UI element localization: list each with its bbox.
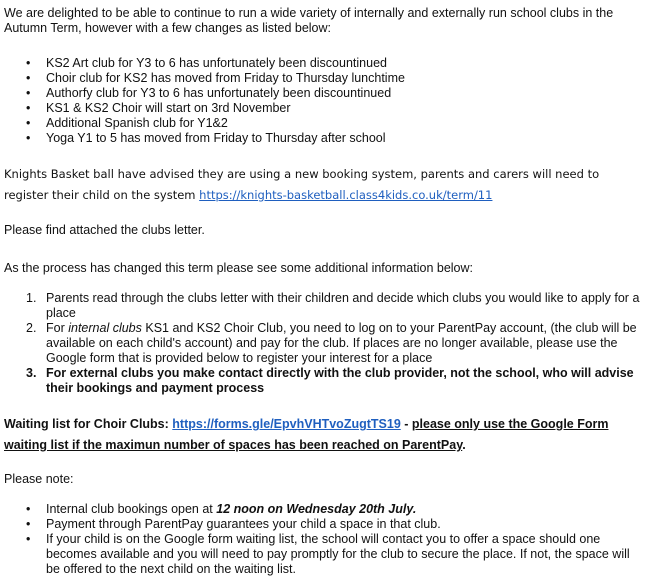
bullet-icon: • <box>26 56 31 70</box>
list-item: • Additional Spanish club for Y1&2 <box>26 116 228 130</box>
list-item: 2. For internal clubs KS1 and KS2 Choir Club, you need to log on to your ParentPay account, (the club will be available on each child's account) and pay for the club. If places are no longer available, please use the Google form that is provided below to register your interest for a place <box>26 321 637 365</box>
list-item: 3. For external clubs you make contact directly with the club provider, not the school, who will advise their bookings and payment process <box>26 366 634 395</box>
list-item: • Yoga Y1 to 5 has moved from Friday to Thursday after school <box>26 131 386 145</box>
waiting-list-paragraph: Waiting list for Choir Clubs: https://forms.gle/EpvhVHTvoZugtTS19 - please only use the Google Form waiting list if the maximun number of spaces has been reached on ParentPay. <box>4 417 609 452</box>
list-item: • KS1 & KS2 Choir will start on 3rd November <box>26 101 291 115</box>
steps-list <box>26 291 644 396</box>
list-item: • If your child is on the Google form waiting list, the school will contact you to offer a space should one becomes available and you will need to pay promptly for the club to secure the place. If not, the space will be offered to the next child on the waiting list. <box>26 532 630 576</box>
intro-paragraph: We are delighted to be able to continue to run a wide variety of internally and externally run school clubs in the Autumn Term, however with a few changes as listed below: <box>4 6 614 35</box>
bullet-icon: • <box>26 532 31 546</box>
changes-list <box>26 56 642 146</box>
step-number: 3. <box>26 366 37 380</box>
notes-list <box>26 502 642 577</box>
list-item: • KS2 Art club for Y3 to 6 has unfortunately been discountinued <box>26 56 387 70</box>
bullet-icon: • <box>26 86 31 100</box>
step-number: 2. <box>26 321 37 335</box>
bullet-icon: • <box>26 71 31 85</box>
list-item: • Payment through ParentPay guarantees your child a space in that club. <box>26 517 441 531</box>
step-number: 1. <box>26 291 37 305</box>
choir-waiting-list-link[interactable]: https://forms.gle/EpvhVHTvoZugtTS19 <box>172 417 401 431</box>
list-item: • Internal club bookings open at 12 noon on Wednesday 20th July. <box>26 502 417 516</box>
list-item: 1. Parents read through the clubs letter with their children and decide which clubs you would like to apply for a place <box>26 291 640 320</box>
bullet-icon: • <box>26 101 31 115</box>
bullet-icon: • <box>26 116 31 130</box>
process-paragraph: As the process has changed this term please see some additional information below: <box>4 261 474 275</box>
bullet-icon: • <box>26 131 31 145</box>
list-item: • Choir club for KS2 has moved from Friday to Thursday lunchtime <box>26 71 405 85</box>
knights-booking-link[interactable]: https://knights-basketball.class4kids.co.uk/term/11 <box>199 188 493 202</box>
attached-paragraph: Please find attached the clubs letter. <box>4 223 205 237</box>
knights-paragraph: Knights Basket ball have advised they are using a new booking system, parents and carers will need to register their child on the system https://knights-basketball.class4kids.co.uk/term/11 <box>4 167 600 202</box>
list-item: • Authorfy club for Y3 to 6 has unfortunately been discountinued <box>26 86 392 100</box>
bullet-icon: • <box>26 517 31 531</box>
bullet-icon: • <box>26 502 31 516</box>
note-heading: Please note: <box>4 472 74 486</box>
